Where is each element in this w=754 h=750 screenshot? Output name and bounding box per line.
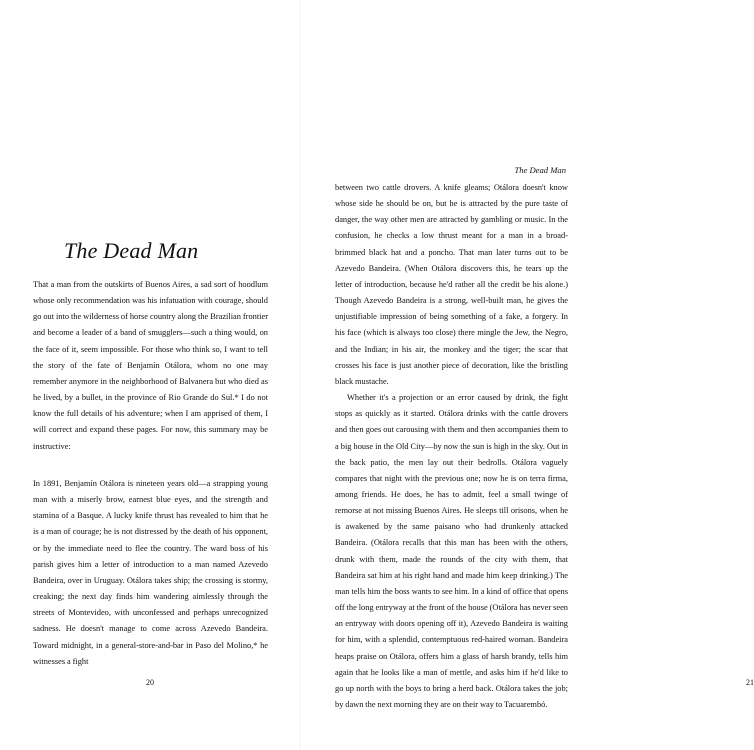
- left-body-paragraph-2: [33, 476, 268, 670]
- paragraph-text: In 1891, Benjamín Otálora is nineteen years old—a strapping young man with a miserly brow, earnest blue eyes, and the strength and stamina of a Basque. A lucky knife thrust has revealed to him that he is a man of courage; he is not distressed by the death of his opponent, or by the immediate need to flee the country. The ward boss of his parish gives him a letter of introduction to a man named Azevedo Bandeira, over in Uruguay. Otálora takes ship; the crossing is stormy, creaking; the next day finds him wandering aimlessly through the streets of Montevideo, with unconfessed and perhaps unrecognized sadness. He doesn't manage to come across Azevedo Bandeira. Toward midnight, in a general-store-and-bar in Paso del Molino,* he witnesses a fight: [33, 479, 268, 666]
- chapter-title: The Dead Man: [64, 238, 199, 263]
- right-page: [300, 0, 754, 750]
- left-page-number: 20: [146, 678, 154, 687]
- right-body-text: [335, 180, 568, 713]
- left-page: [0, 0, 300, 750]
- paragraph-text: That a man from the outskirts of Buenos Aires, a sad sort of hoodlum whose only recommendation was his infatuation with courage, should go out into the wilderness of horse country along the Brazilian frontier and become a leader of a band of smugglers—such a thing would, on the face of it, seem impossible. For those who think so, I want to tell the story of the fate of Benjamín Otálora, whom no one may remember anymore in the neighborhood of Balvanera but who died as he lived, by a bullet, in the province of Rio Grande do Sul.* I do not know the full details of his adventure; when I am apprised of them, I will correct and expand these pages. For now, this summary may be instructive:: [33, 280, 268, 451]
- running-head: The Dead Man: [514, 165, 566, 175]
- right-page-number: 21: [746, 678, 754, 687]
- paragraph-text: between two cattle drovers. A knife gleams; Otálora doesn't know whose side he should be on, but he is attracted by the pure taste of danger, the way other men are attracted by gambling or music. In the confusion, he checks a low thrust meant for a man in a broad-brimmed black hat and a poncho. That man later turns out to be Azevedo Bandeira. (When Otálora discovers this, he tears up the letter of introduction, because he'd rather all the credit be his alone.) Though Azevedo Bandeira is a strong, well-built man, he gives the unjustifiable impression of being something of a fake, a forgery. In his face (which is always too close) there mingle the Jew, the Negro, and the Indian; in his air, the monkey and the tiger; the scar that crosses his face is just another piece of decoration, like the bristling black mustache.: [335, 183, 568, 386]
- paragraph-text: Whether it's a projection or an error caused by drink, the fight stops as quickly as it started. Otálora drinks with the cattle drovers and then goes out carousing with them and then accompanies them to a big house in the Old City—by now the sun is high in the sky. Out in the back patio, the men lay out their bedrolls. Otálora vaguely compares that night with the previous one; now he is on terra firma, among friends. He does, he has to admit, feel a small twinge of remorse at not missing Buenos Aires. He sleeps till orisons, when he is awakened by the same paisano who had drunkenly attacked Bandeira. (Otálora recalls that this man has been with the others, drunk with them, made the rounds of the city with them, that Bandeira sat him at his right hand and made him keep drinking.) The man tells him the boss wants to see him. In a kind of office that opens off the long entryway at the front of the house (Otálora has never seen an entryway with doors opening off it), Azevedo Bandeira is waiting for him, with a splendid, contemptuous red-haired woman. Bandeira heaps praise on Otálora, offers him a glass of harsh brandy, tells him again that he looks like a man of mettle, and asks him if he'd like to go up north with the boys to bring a herd back. Otálora takes the job; by dawn the next morning they are on their way to Tacuarembó.: [335, 393, 568, 709]
- left-body-paragraph-1: [33, 277, 268, 455]
